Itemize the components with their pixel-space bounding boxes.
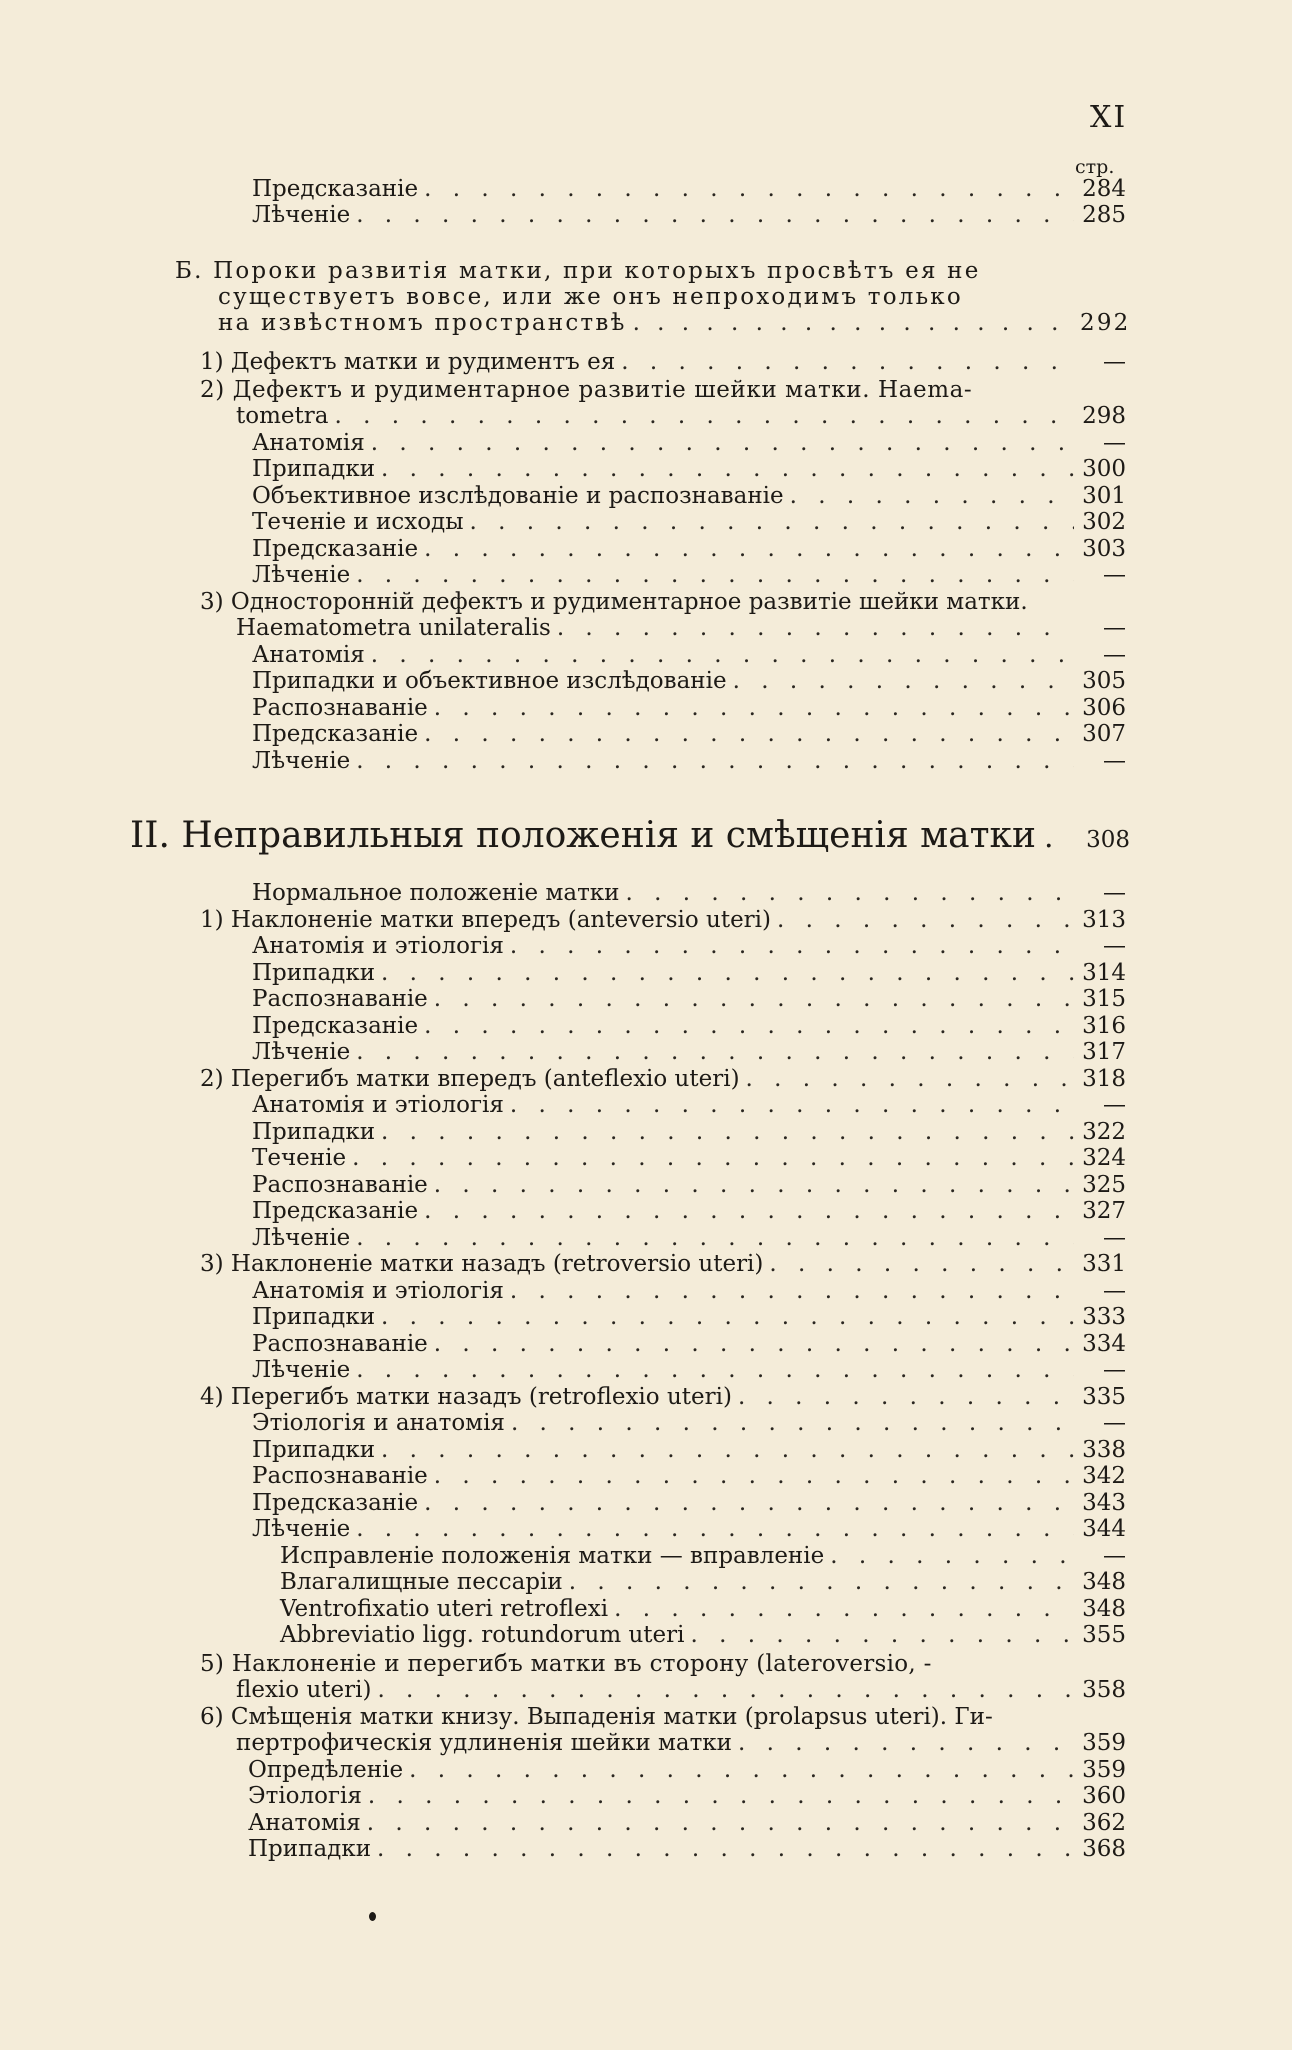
toc-entry-text: Предсказаніе (252, 721, 419, 747)
toc-entry-page: 313 (1082, 907, 1126, 933)
toc-entry-text: Лѣченіе (252, 202, 351, 228)
leader-dots (511, 1410, 1074, 1436)
leader-dots (356, 1357, 1074, 1383)
toc-entry-text: Haematometra unilateralis (236, 615, 551, 641)
leader-dots (738, 1730, 1074, 1756)
toc-entry-page: 359 (1082, 1757, 1126, 1783)
toc-entry-text: Объективное изслѣдованіе и распознаваніе (252, 483, 784, 509)
toc-entry-text: 4) Перегибъ матки назадъ (retroflexio uteri) (200, 1384, 732, 1410)
toc-entry-text: Теченіе и исходы (252, 509, 464, 535)
section-b-heading-line3 (218, 310, 1131, 336)
toc-entry-page: — (1103, 430, 1126, 456)
toc-entry-text: Этіологія (248, 1783, 362, 1809)
toc-entry-page: 344 (1082, 1516, 1126, 1542)
leader-dots (371, 642, 1074, 668)
toc-entry-page: 302 (1082, 509, 1126, 535)
toc-entry (252, 456, 1126, 482)
toc-entry-text: Влагалищные пессаріи (280, 1569, 563, 1595)
toc-entry-text: 3) Односторонній дефектъ и рудиментарное развитіе шейки матки. (200, 589, 1028, 615)
toc-entry-page: 316 (1082, 1013, 1126, 1039)
toc-entry (252, 483, 1126, 509)
toc-entry (252, 1092, 1126, 1118)
toc-entry (252, 1039, 1126, 1065)
toc-entry (252, 960, 1126, 986)
leader-dots (352, 1145, 1074, 1171)
toc-entry (200, 349, 1126, 375)
toc-entry (252, 1304, 1126, 1330)
toc-entry (236, 403, 1126, 429)
toc-entry (236, 615, 1126, 641)
toc-entry (252, 509, 1126, 535)
toc-entry-text: Лѣченіе (252, 1516, 351, 1542)
toc-entry-text: 2) Дефектъ и рудиментарное развитіе шейки матки. Haema- (200, 377, 973, 403)
leader-dots (424, 1490, 1074, 1516)
toc-entry-page: — (1103, 1410, 1126, 1436)
toc-entry-page: 298 (1082, 403, 1126, 429)
leader-dots (381, 456, 1074, 482)
toc-entry-page: 314 (1082, 960, 1126, 986)
toc-entry-text: Предсказаніе (252, 176, 419, 202)
toc-entry-text: Лѣченіе (252, 1225, 351, 1251)
leader-dots (569, 1569, 1074, 1595)
toc-entry-text: 5) Наклоненіе и перегибъ матки въ сторону (lateroversio, - (200, 1651, 932, 1677)
leader-dots (381, 1119, 1074, 1145)
leader-dots (356, 202, 1074, 228)
toc-entry-page: 325 (1082, 1172, 1126, 1198)
toc-entry (252, 202, 1126, 228)
toc-entry (252, 1437, 1126, 1463)
toc-entry (252, 1516, 1126, 1542)
toc-entry-text: Анатомія и этіологія (252, 1278, 504, 1304)
toc-entry (200, 1384, 1126, 1410)
leader-dots (557, 615, 1074, 641)
toc-entry-text: Опредѣленіе (248, 1757, 404, 1783)
leader-dots (356, 1516, 1074, 1542)
leader-dots (424, 1013, 1074, 1039)
toc-entry (252, 1172, 1126, 1198)
toc-entry (252, 562, 1126, 588)
leader-dots (356, 562, 1074, 588)
toc-entry-text: Предсказаніе (252, 1198, 419, 1224)
toc-entry-text: tometra (236, 403, 329, 429)
leader-dots (424, 1198, 1074, 1224)
toc-entry-page: — (1103, 1225, 1126, 1251)
leader-dots (356, 1039, 1074, 1065)
toc-entry-page: 307 (1082, 721, 1126, 747)
leader-dots (377, 1677, 1074, 1703)
toc-entry (252, 1490, 1126, 1516)
toc-entry (252, 933, 1126, 959)
toc-entry-page: 360 (1082, 1783, 1126, 1809)
leader-dots (510, 1092, 1074, 1118)
page-number: XI (1090, 100, 1128, 135)
section-b-heading-line2: существуетъ вовсе, или же онъ непроходимъ только (218, 284, 963, 310)
toc-entry (252, 1145, 1126, 1171)
toc-entry-text: 2) Перегибъ матки впередъ (anteflexio uteri) (200, 1066, 740, 1092)
toc-entry-page: 342 (1082, 1463, 1126, 1489)
leader-dots (334, 403, 1074, 429)
leader-dots (434, 695, 1074, 721)
leader-dots (746, 1066, 1074, 1092)
leader-dots (434, 1463, 1074, 1489)
toc-entry-text: Анатомія и этіологія (252, 933, 504, 959)
toc-entry (252, 880, 1126, 906)
toc-entry-text: пертрофическія удлиненія шейки матки (236, 1730, 732, 1756)
leader-dots (424, 721, 1074, 747)
toc-entry (200, 907, 1126, 933)
toc-entry-text: Анатомія (252, 642, 365, 668)
toc-entry-page: — (1103, 1543, 1126, 1569)
leader-dots (626, 880, 1074, 906)
leader-dots (621, 349, 1074, 375)
toc-entry (280, 1596, 1126, 1622)
toc-entry-page: 300 (1082, 456, 1126, 482)
toc-entry-page: 348 (1082, 1596, 1126, 1622)
leader-dots (691, 1622, 1075, 1648)
leader-dots (381, 1304, 1074, 1330)
toc-entry-text: Припадки (252, 1304, 376, 1330)
toc-entry (252, 1013, 1126, 1039)
toc-entry-text: Abbreviatio ligg. rotundorum uteri (280, 1622, 685, 1648)
leader-dots (424, 536, 1074, 562)
toc-entry-page: — (1103, 1092, 1126, 1118)
leader-dots (1044, 820, 1078, 855)
toc-entry-page: 327 (1082, 1198, 1126, 1224)
toc-entry-text: Лѣченіе (252, 562, 351, 588)
page-column-label: стр. (1075, 156, 1115, 178)
toc-entry-page: 358 (1082, 1677, 1126, 1703)
toc-entry-page: 324 (1082, 1145, 1126, 1171)
toc-entry-text: Теченіе (252, 1145, 347, 1171)
toc-entry-page: 348 (1082, 1569, 1126, 1595)
toc-entry-text: 1) Дефектъ матки и рудиментъ ея (200, 349, 616, 375)
leader-dots (368, 1783, 1074, 1809)
toc-entry-text: Припадки (252, 960, 376, 986)
toc-entry-text: Припадки (252, 1119, 376, 1145)
toc-entry-page: 317 (1082, 1039, 1126, 1065)
leader-dots (510, 933, 1074, 959)
toc-entry-page: — (1103, 642, 1126, 668)
toc-entry-text: Лѣченіе (252, 1039, 351, 1065)
leader-dots (777, 907, 1074, 933)
leader-dots (356, 1225, 1074, 1251)
leader-dots (381, 960, 1074, 986)
ink-speck (369, 1912, 376, 1921)
toc-entry (280, 1569, 1126, 1595)
toc-entry-page: 284 (1082, 176, 1126, 202)
leader-dots (377, 1836, 1074, 1862)
toc-entry-text: Распознаваніе (252, 695, 428, 721)
toc-entry-page: 359 (1082, 1730, 1126, 1756)
chapter-title: II. Неправильныя положенія и смѣщенія матки (130, 815, 1036, 856)
leader-dots (367, 1810, 1074, 1836)
leader-dots (381, 1437, 1074, 1463)
toc-entry-text: Нормальное положеніе матки (252, 880, 620, 906)
toc-entry (252, 1278, 1126, 1304)
toc-entry-page: 343 (1082, 1490, 1126, 1516)
toc-entry (252, 668, 1126, 694)
toc-entry (200, 1066, 1126, 1092)
toc-entry (252, 1198, 1126, 1224)
toc-entry-text: Предсказаніе (252, 1490, 419, 1516)
toc-entry-text: Предсказаніе (252, 1013, 419, 1039)
toc-entry (252, 430, 1126, 456)
leader-dots (356, 748, 1074, 774)
toc-entry (236, 1677, 1126, 1703)
toc-entry-text: Припадки (248, 1836, 372, 1862)
toc-entry-text: 6) Смѣщенія матки книзу. Выпаденія матки (prolapsus uteri). Ги- (200, 1704, 993, 1730)
toc-entry-page: — (1103, 748, 1126, 774)
toc-entry-page: 338 (1082, 1437, 1126, 1463)
toc-entry-text: Распознаваніе (252, 1463, 428, 1489)
toc-entry-text: Распознаваніе (252, 1331, 428, 1357)
toc-entry-page: 303 (1082, 536, 1126, 562)
toc-entry (252, 1119, 1126, 1145)
leader-dots (371, 430, 1074, 456)
toc-entry-page: 355 (1082, 1622, 1126, 1648)
toc-entry-page: — (1103, 933, 1126, 959)
toc-entry (252, 536, 1126, 562)
toc-entry-page: 318 (1082, 1066, 1126, 1092)
toc-entry-text: Анатомія (248, 1810, 361, 1836)
toc-entry-text: Исправленіе положенія матки — вправленіе (280, 1543, 825, 1569)
leader-dots (733, 668, 1074, 694)
leader-dots (510, 1278, 1074, 1304)
toc-entry-page: — (1103, 615, 1126, 641)
toc-entry (252, 1410, 1126, 1436)
leader-dots (434, 1331, 1074, 1357)
chapter-heading (130, 815, 1130, 856)
leader-dots (424, 176, 1074, 202)
toc-entry-text: Ventrofixatio uteri retroflexi (280, 1596, 609, 1622)
toc-entry-page: 362 (1082, 1810, 1126, 1836)
chapter-page: 308 (1086, 827, 1130, 853)
toc-entry (252, 721, 1126, 747)
toc-entry-text: Распознаваніе (252, 986, 428, 1012)
leader-dots (434, 1172, 1074, 1198)
toc-entry-page: 306 (1082, 695, 1126, 721)
toc-entry-text: Анатомія (252, 430, 365, 456)
toc-entry-text: 1) Наклоненіе матки впередъ (anteversio uteri) (200, 907, 772, 933)
toc-entry-text: 3) Наклоненіе матки назадъ (retroversio uteri) (200, 1251, 764, 1277)
toc-entry-text: Анатомія и этіологія (252, 1092, 504, 1118)
leader-dots (769, 1251, 1074, 1277)
toc-entry-text: Лѣченіе (252, 1357, 351, 1383)
toc-entry-page: 292 (1080, 310, 1131, 336)
section-b-heading-line1: Б. Пороки развитія матки, при которыхъ просвѣтъ ея не (175, 258, 981, 284)
toc-entry-text: Припадки (252, 456, 376, 482)
toc-entry (252, 1357, 1126, 1383)
toc-entry-text: Припадки и объективное изслѣдованіе (252, 668, 727, 694)
toc-entry-page: — (1103, 562, 1126, 588)
toc-entry-text: на извѣстномъ пространствѣ (218, 310, 627, 336)
toc-entry-page: 322 (1082, 1119, 1126, 1145)
toc-entry (252, 176, 1126, 202)
toc-entry (248, 1783, 1126, 1809)
toc-entry-page: 301 (1082, 483, 1126, 509)
leader-dots (614, 1596, 1074, 1622)
toc-entry (280, 1543, 1126, 1569)
toc-entry (236, 1730, 1126, 1756)
toc-entry-page: 315 (1082, 986, 1126, 1012)
leader-dots (633, 310, 1074, 336)
toc-entry (252, 1331, 1126, 1357)
leader-dots (434, 986, 1074, 1012)
toc-entry (248, 1810, 1126, 1836)
leader-dots (830, 1543, 1074, 1569)
leader-dots (790, 483, 1074, 509)
toc-entry-page: — (1103, 880, 1126, 906)
toc-entry-page: 335 (1082, 1384, 1126, 1410)
toc-entry-page: 305 (1082, 668, 1126, 694)
toc-entry-text: Припадки (252, 1437, 376, 1463)
toc-entry-text: Лѣченіе (252, 748, 351, 774)
toc-entry-text: Этіологія и анатомія (252, 1410, 505, 1436)
toc-entry-text: Предсказаніе (252, 536, 419, 562)
toc-entry-page: — (1103, 1278, 1126, 1304)
toc-entry (280, 1622, 1126, 1648)
toc-entry-page: 333 (1082, 1304, 1126, 1330)
leader-dots (470, 509, 1074, 535)
toc-entry-page: — (1103, 349, 1126, 375)
toc-entry-page: — (1103, 1357, 1126, 1383)
toc-entry (252, 695, 1126, 721)
toc-entry-page: 331 (1082, 1251, 1126, 1277)
toc-entry (252, 986, 1126, 1012)
toc-entry (252, 748, 1126, 774)
toc-entry-page: 368 (1082, 1836, 1126, 1862)
toc-entry-page: 285 (1082, 202, 1126, 228)
toc-entry (252, 1225, 1126, 1251)
toc-entry (248, 1836, 1126, 1862)
leader-dots (738, 1384, 1074, 1410)
toc-entry-text: Распознаваніе (252, 1172, 428, 1198)
toc-entry (252, 642, 1126, 668)
toc-entry-text: flexio uteri) (236, 1677, 372, 1703)
toc-entry (248, 1757, 1126, 1783)
toc-entry (200, 1251, 1126, 1277)
toc-entry (252, 1463, 1126, 1489)
leader-dots (409, 1757, 1074, 1783)
toc-entry-page: 334 (1082, 1331, 1126, 1357)
